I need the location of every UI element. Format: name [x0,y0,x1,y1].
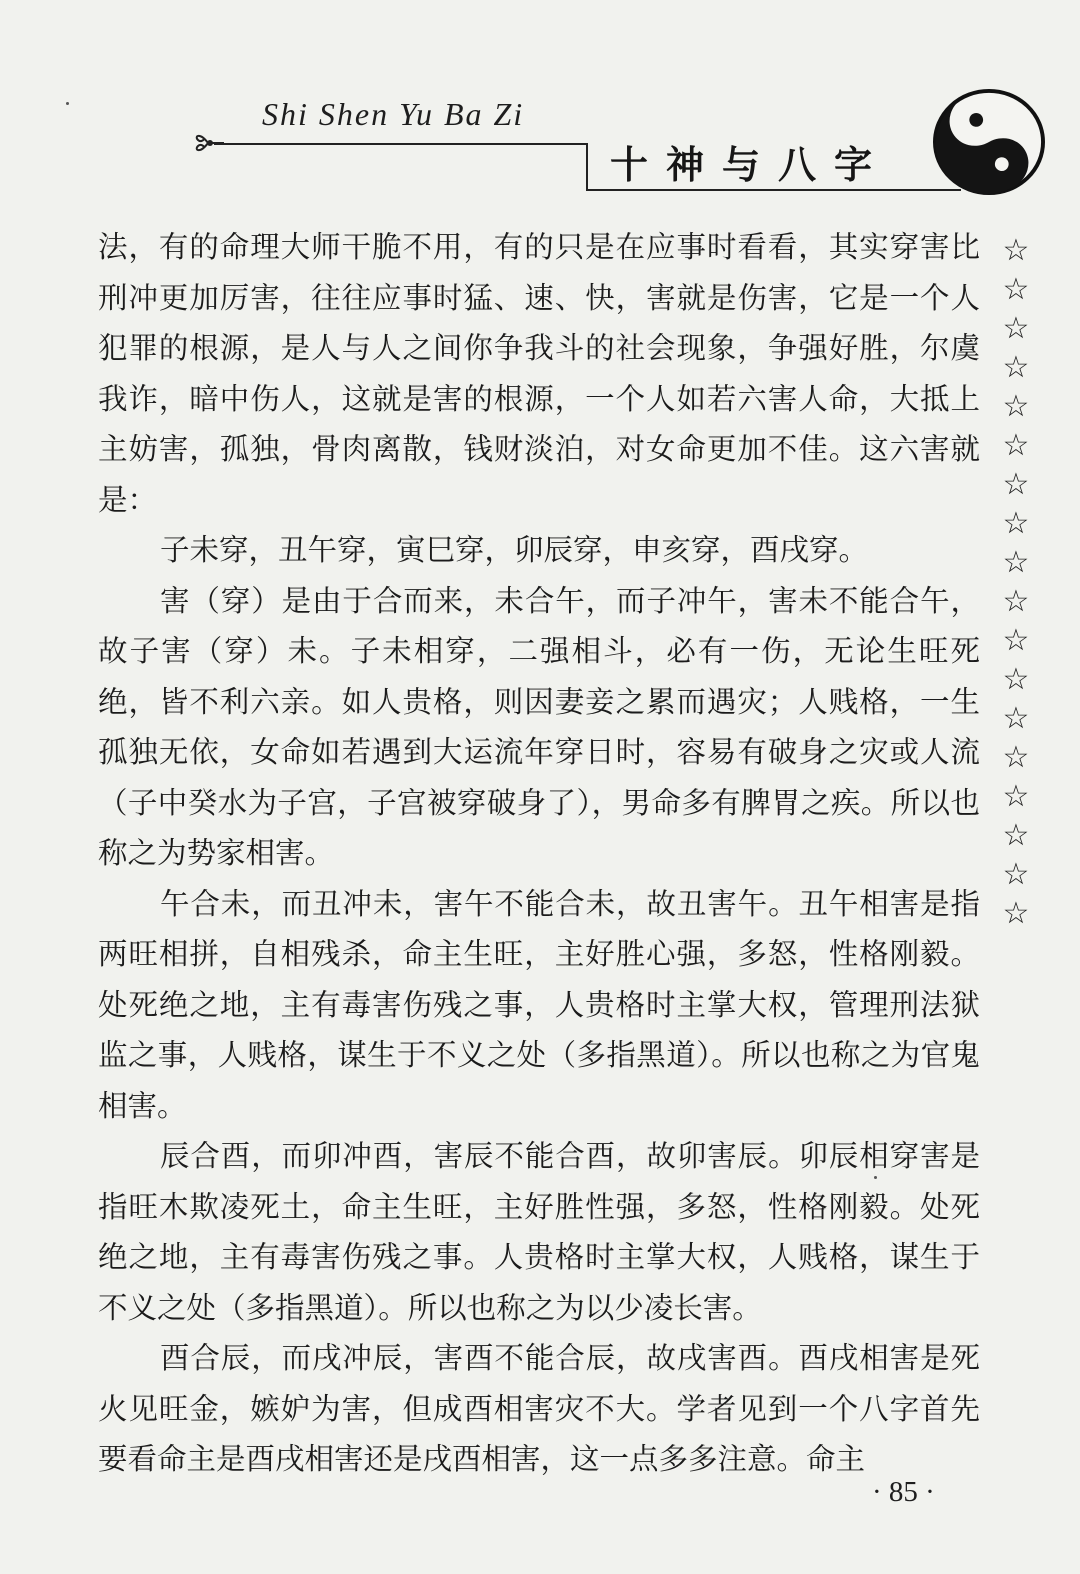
header-rule-vertical [586,143,588,191]
star-icon: ☆ [1002,389,1030,424]
star-icon: ☆ [1002,350,1030,385]
print-speck [874,1176,877,1179]
paragraph-you-xu: 酉合辰，而戌冲辰，害酉不能合辰，故戌害酉。酉戌相害是死火见旺金，嫉妒为害，但成酉相害灾不大。学者见到一个八字首先要看命主是酉戌相害还是戌酉相害，这一点多多注意。命主 [98,1341,980,1476]
star-icon: ☆ [1002,896,1030,931]
paragraph-zi-wei: 害（穿）是由于合而来，未合午，而子冲午，害未不能合午，故子害（穿）未。子未相穿，二强相斗，必有一伤，无论生旺死绝，皆不利六亲。如人贵格，则因妻妾之累而遇灾；人贱格，一生孤独无依，女命如若遇到大运流年穿日时，容易有破身之灾或人流（子中癸水为子宫，子宫被穿破身了），男命多有脾胃之疾。所以也称之为势家相害。 [98,583,980,870]
star-icon: ☆ [1002,623,1030,658]
header-rule [214,143,586,145]
star-icon: ☆ [1002,428,1030,463]
taiji-yin-yang-icon [930,86,1048,198]
star-icon: ☆ [1002,467,1030,502]
star-icon: ☆ [1002,311,1030,346]
star-icon: ☆ [1002,545,1030,580]
running-title: Shi Shen Yu Ba Zi [262,96,525,132]
print-speck [66,102,69,105]
star-column [996,231,1036,933]
star-icon: ☆ [1002,662,1030,697]
star-icon: ☆ [1002,233,1030,268]
paragraph-chou-wu: 午合未，而丑冲未，害午不能合未，故丑害午。丑午相害是指两旺相拼，自相残杀，命主生旺，主好胜心强，多怒，性格刚毅。处死绝之地，主有毒害伤残之事，人贵格时主掌大权，管理刑法狱监之事，人贱格，谋生于不义之处（多指黑道）。所以也称之为官鬼相害。 [98,886,980,1123]
chapter-title: 十神与八字 [610,143,891,187]
star-icon: ☆ [1002,818,1030,853]
paragraph-six-harms-list: 子未穿，丑午穿，寅巳穿，卯辰穿，申亥穿，酉戌穿。 [160,533,869,567]
header-rule-base [586,189,961,191]
page-number: · 85 · [872,1476,935,1508]
star-icon: ☆ [1002,506,1030,541]
star-icon: ☆ [1002,272,1030,307]
star-icon: ☆ [1002,857,1030,892]
star-icon: ☆ [1002,740,1030,775]
star-icon: ☆ [1002,779,1030,814]
star-icon: ☆ [1002,701,1030,736]
star-icon: ☆ [1002,584,1030,619]
paragraph-continued: 法，有的命理大师干脆不用，有的只是在应事时看看，其实穿害比刑冲更加厉害，往往应事时猛、速、快，害就是伤害，它是一个人犯罪的根源，是人与人之间你争我斗的社会现象，争强好胜，尔虞我诈，暗中伤人，这就是害的根源，一个人如若六害人命，大抵上主妨害，孤独，骨肉离散，钱财淡泊，对女命更加不佳。这六害就是： [98,230,980,517]
paragraph-mao-chen: 辰合酉，而卯冲酉，害辰不能合酉，故卯害辰。卯辰相穿害是指旺木欺凌死土，命主生旺，主好胜性强，多怒，性格刚毅。处死绝之地，主有毒害伤残之事。人贵格时主掌大权，人贱格，谋生于不义之处（多指黑道）。所以也称之为以少凌长害。 [98,1139,980,1325]
body-text [98,222,980,1485]
